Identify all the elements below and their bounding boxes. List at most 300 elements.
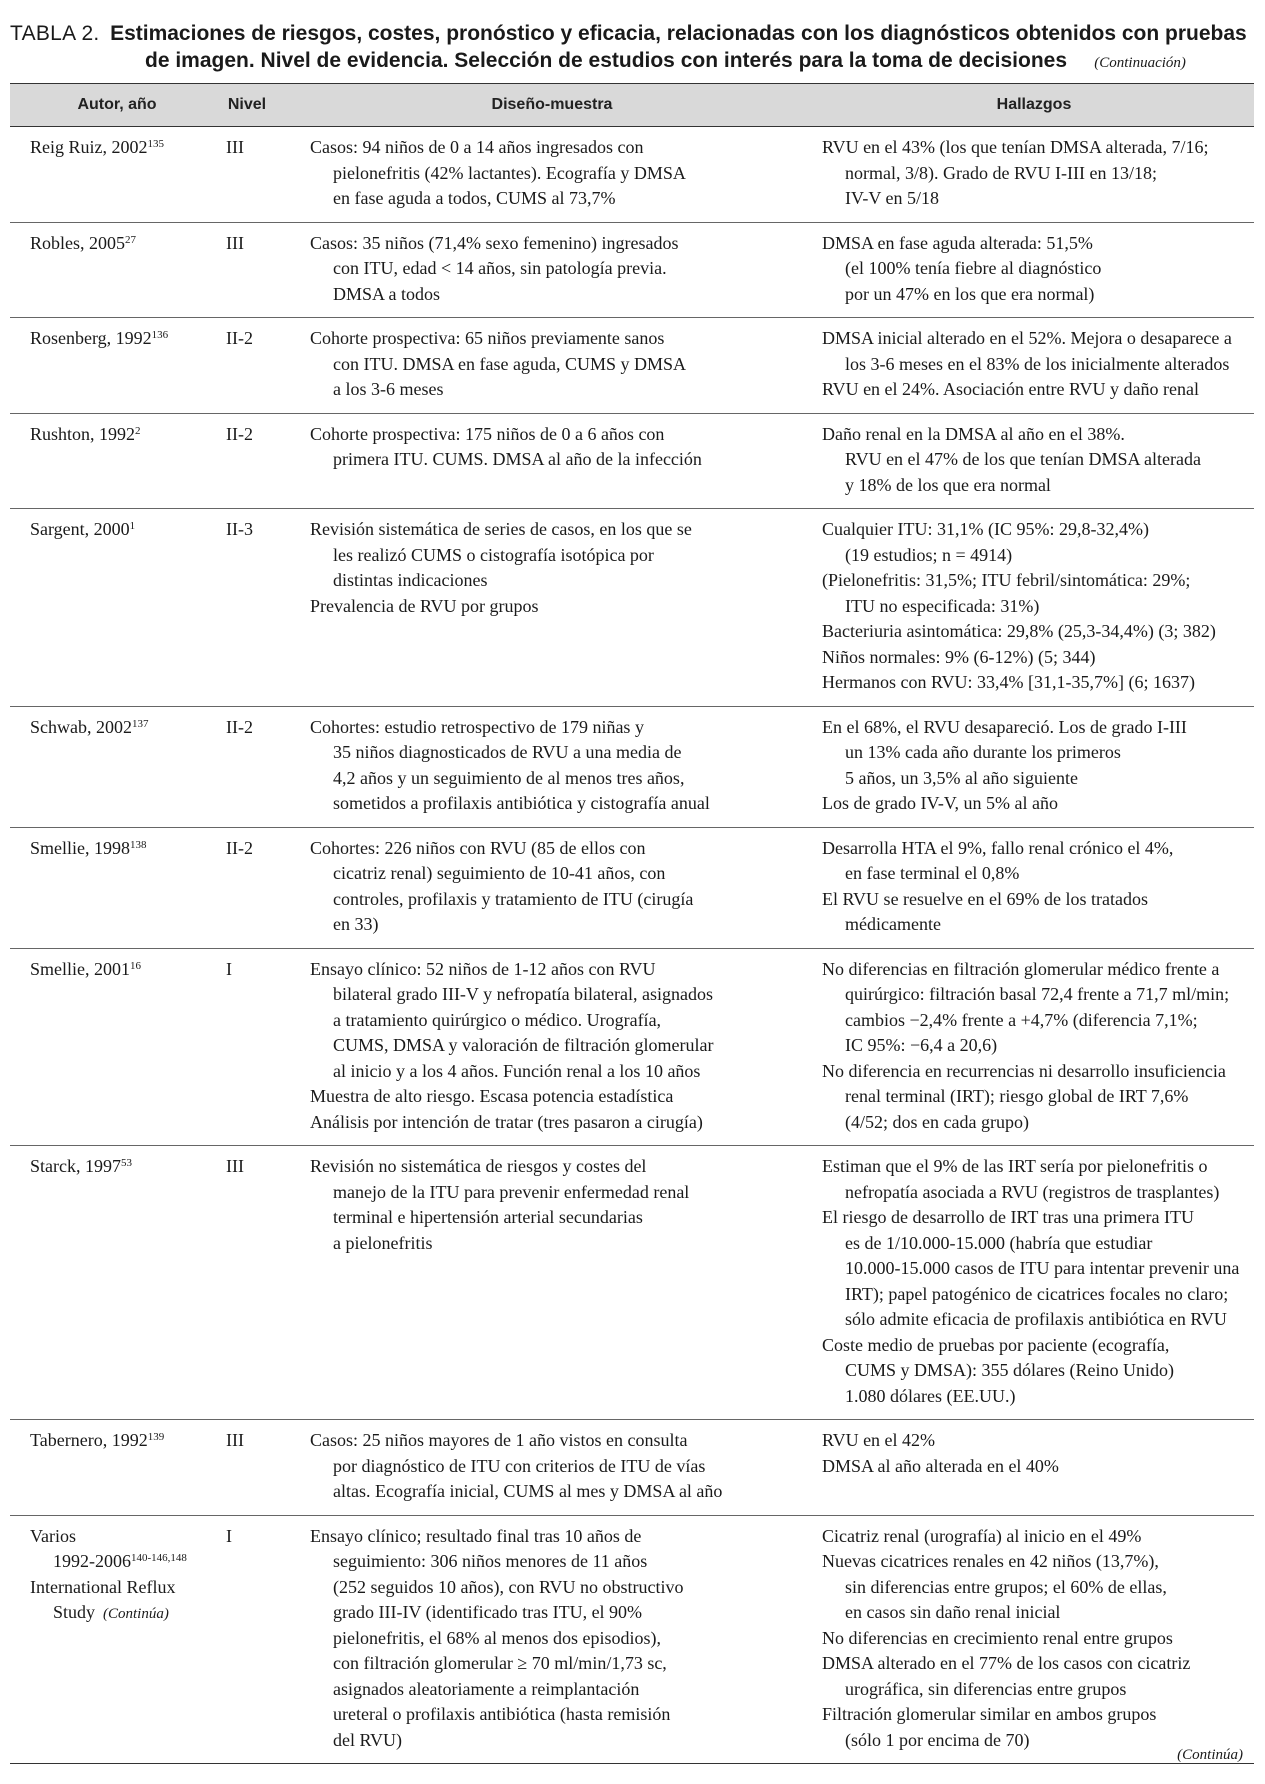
cell-hallazgos: [802, 948, 1254, 1146]
cell-line-text: No diferencias en crecimiento renal entre grupos: [822, 1627, 1173, 1648]
cell-nivel: III: [212, 1420, 290, 1516]
cell-line: [822, 1454, 1246, 1480]
table-row: [10, 1146, 1254, 1420]
reference-superscript: 16: [130, 959, 141, 972]
cell-line: [822, 422, 1246, 448]
cell-line: [822, 543, 1246, 569]
cell-line-text: DMSA inicial alterado en el 52%. Mejora o desaparece a: [822, 328, 1232, 348]
cell-line-text: a tratamiento quirúrgico o médico. Urografía,: [333, 1009, 662, 1030]
cell-line-text: en 33): [333, 914, 379, 934]
cell-line: [822, 1059, 1246, 1085]
cell-line: [30, 517, 204, 543]
cell-line-text: CUMS y DMSA): 355 dólares (Reino Unido): [845, 1360, 1174, 1380]
table-body: [10, 127, 1254, 1764]
reference-superscript: 136: [151, 329, 169, 341]
cell-line-text: manejo de la ITU para prevenir enfermedad renal: [333, 1181, 690, 1202]
cell-line-text: sólo admite eficacia de profilaxis antibiótica en RVU: [845, 1309, 1227, 1329]
cell-line-text: renal terminal (IRT); riesgo global de IRT 7,6%: [845, 1086, 1189, 1106]
cell-line-text: RVU en el 24%. Asociación entre RVU y daño renal: [822, 379, 1200, 399]
cell-line: [310, 1524, 794, 1550]
cell-line: [310, 1180, 794, 1206]
cell-line-text: (252 seguidos 10 años), con RVU no obstructivo: [333, 1576, 684, 1597]
cell-diseno: [290, 222, 802, 318]
cell-line-text: En el 68%, el RVU desapareció. Los de grado I-III: [822, 716, 1187, 737]
cell-hallazgos: [802, 706, 1254, 827]
cell-nivel: II-2: [212, 413, 290, 509]
cell-line-text: Desarrolla HTA el 9%, fallo renal crónico el 4%,: [822, 837, 1174, 858]
reference-superscript: 135: [147, 138, 164, 150]
cell-diseno: [290, 509, 802, 707]
cell-hallazgos: [802, 1146, 1254, 1420]
cell-line-text: Cohortes: 226 niños con RVU (85 de ellos con: [310, 837, 646, 858]
cell-line-text: (4/52; dos en cada grupo): [845, 1111, 1029, 1132]
cell-line-text: con ITU, edad < 14 años, sin patología previa.: [333, 258, 667, 278]
cell-line: [822, 1333, 1246, 1359]
cell-line: [310, 447, 794, 473]
cell-line: [822, 715, 1246, 741]
cell-line: [30, 326, 204, 352]
cell-line: [310, 1231, 794, 1257]
cell-line: [310, 1702, 794, 1728]
cell-line: [310, 1651, 794, 1677]
cell-line-text: Revisión no sistemática de riesgos y costes del: [310, 1156, 647, 1176]
cell-line-text: seguimiento: 306 niños menores de 11 años: [333, 1551, 648, 1571]
cell-line-text: Niños normales: 9% (6-12%) (5; 344): [822, 646, 1096, 667]
cell-line: [822, 377, 1246, 403]
table-row: [10, 318, 1254, 414]
cell-line-text: Smellie, 2001: [30, 958, 130, 979]
cell-line: [822, 645, 1246, 671]
header-nivel: Nivel: [212, 84, 290, 127]
cell-line-text: 10.000-15.000 casos de ITU para intentar prevenir una: [845, 1258, 1240, 1278]
cell-line-text: Análisis por intención de tratar (tres pasaron a cirugía): [310, 1111, 703, 1132]
cell-nivel: I: [212, 948, 290, 1146]
cell-autor: [10, 1146, 212, 1420]
evidence-table-container: [10, 83, 1254, 1764]
cell-autor: [10, 413, 212, 509]
cell-line-text: en fase aguda a todos, CUMS al 73,7%: [333, 188, 616, 208]
cell-line-text: Filtración glomerular similar en ambos grupos: [822, 1704, 1157, 1724]
cell-nivel: II-2: [212, 318, 290, 414]
cell-line: [822, 1600, 1246, 1626]
cell-line: [30, 1600, 204, 1628]
cell-line: [822, 1110, 1246, 1136]
cell-line-text: Cicatriz renal (urografía) al inicio en el 49%: [822, 1525, 1142, 1546]
cell-line: [822, 670, 1246, 696]
cell-hallazgos: [802, 1420, 1254, 1516]
cell-line-text: Hermanos con RVU: 33,4% [31,1-35,7%] (6; 1637): [822, 672, 1195, 692]
cell-line: [822, 473, 1246, 499]
cell-line-text: 1.080 dólares (EE.UU.): [845, 1385, 1016, 1406]
cell-line-text: Coste medio de pruebas por paciente (ecografía,: [822, 1334, 1170, 1355]
cell-line: [310, 957, 794, 983]
cell-line-text: Bacteriuria asintomática: 29,8% (25,3-34,4%) (3; 382): [822, 621, 1216, 641]
cell-line: [310, 256, 794, 282]
table-caption: [10, 20, 1250, 77]
cell-autor: [10, 222, 212, 318]
cell-line-text: Prevalencia de RVU por grupos: [310, 595, 539, 616]
cell-line: [310, 982, 794, 1008]
cell-line-text: Schwab, 2002: [30, 716, 132, 737]
cell-line-text: al inicio y a los 4 años. Función renal a los 10 años: [333, 1060, 701, 1081]
cell-hallazgos: [802, 222, 1254, 318]
cell-line: [310, 1008, 794, 1034]
table-header: [10, 84, 1254, 127]
cell-line: [822, 1154, 1246, 1180]
cell-hallazgos: [802, 827, 1254, 948]
cell-line: [310, 1110, 794, 1136]
cell-line-text: No diferencias en filtración glomerular médico frente a: [822, 958, 1220, 979]
reference-superscript: 53: [120, 1157, 132, 1169]
cell-line: [30, 231, 204, 257]
cell-line: [30, 135, 204, 161]
cell-autor: [10, 706, 212, 827]
cell-autor: [10, 1515, 212, 1764]
cell-line-text: bilateral grado III-V y nefropatía bilateral, asignados: [333, 984, 714, 1004]
table-row: [10, 127, 1254, 223]
reference-superscript: 138: [130, 838, 147, 851]
cell-line-text: terminal e hipertensión arterial secundarias: [333, 1207, 643, 1227]
cell-line: [310, 161, 794, 187]
reference-superscript: 139: [147, 1431, 165, 1443]
cell-line: [822, 619, 1246, 645]
cell-line-text: IV-V en 5/18: [845, 188, 939, 208]
cell-diseno: [290, 706, 802, 827]
cell-line: [310, 282, 794, 308]
cell-line: [310, 1454, 794, 1480]
cell-line-text: en fase terminal el 0,8%: [845, 863, 1020, 883]
cell-line: [822, 352, 1246, 378]
cell-line-text: (19 estudios; n = 4914): [845, 544, 1013, 565]
cell-line-text: International Reflux: [30, 1576, 176, 1597]
table-row: [10, 948, 1254, 1146]
cell-line-text: controles, profilaxis y tratamiento de ITU (cirugía: [333, 888, 694, 909]
cell-line: [310, 1600, 794, 1626]
cell-line-text: Varios: [30, 1525, 76, 1546]
cell-nivel: III: [212, 222, 290, 318]
cell-line-text: Starck, 1997: [30, 1156, 121, 1176]
cell-line-text: médicamente: [845, 914, 941, 934]
table-title-line-1: Estimaciones de riesgos, costes, pronóstico y eficacia, relacionadas con los diagnósticos obtenidos con pruebas: [110, 22, 1247, 45]
table-label: TABLA 2.: [10, 22, 100, 45]
cell-line: [310, 791, 794, 817]
cell-line-text: IC 95%: −6,4 a 20,6): [845, 1035, 998, 1055]
cell-line-text: primera ITU. CUMS. DMSA al año de la infección: [333, 449, 702, 469]
cell-diseno: [290, 413, 802, 509]
cell-line: [822, 791, 1246, 817]
cell-line-text: nefropatía asociada a RVU (registros de trasplantes): [845, 1181, 1220, 1202]
cell-nivel: II-3: [212, 509, 290, 707]
cell-line: [30, 1428, 204, 1454]
cell-line-text: Sargent, 2000: [30, 519, 130, 539]
cell-line-text: en casos sin daño renal inicial: [845, 1602, 1061, 1622]
cell-line: [310, 231, 794, 257]
cell-line-text: IRT); papel patogénico de cicatrices focales no claro;: [845, 1283, 1229, 1304]
table-row: [10, 1515, 1254, 1764]
cell-nivel: II-2: [212, 827, 290, 948]
cell-autor: [10, 509, 212, 707]
cell-line-text: normal, 3/8). Grado de RVU I-III en 13/18;: [845, 162, 1157, 183]
cell-line: [822, 1702, 1246, 1728]
cell-line: [822, 1524, 1246, 1550]
cell-line-text: Estiman que el 9% de las IRT sería por pielonefritis o: [822, 1156, 1208, 1176]
cell-line-text: asignados aleatoriamente a reimplantación: [333, 1678, 640, 1699]
cell-line-text: con filtración glomerular ≥ 70 ml/min/1,73 sc,: [333, 1653, 667, 1673]
cell-line-text: los 3-6 meses en el 83% de los inicialmente alterados: [845, 353, 1230, 374]
cell-line: [822, 231, 1246, 257]
table-row: [10, 222, 1254, 318]
cell-line-text: sometidos a profilaxis antibiótica y cistografía anual: [333, 793, 710, 813]
cell-line: [310, 1575, 794, 1601]
cell-line-text: DMSA en fase aguda alterada: 51,5%: [822, 232, 1093, 253]
cell-line-text: del RVU): [333, 1729, 403, 1750]
cell-line-text: Tabernero, 1992: [30, 1430, 148, 1450]
cell-line: [822, 135, 1246, 161]
cell-line-text: 1992-2006: [53, 1551, 131, 1571]
cell-line: [310, 836, 794, 862]
cell-line-text: y 18% de los que era normal: [845, 474, 1051, 495]
cell-line-text: a los 3-6 meses: [333, 379, 444, 399]
cell-line-text: pielonefritis, el 68% al menos dos episodios),: [333, 1627, 661, 1648]
cell-line-text: DMSA alterado en el 77% de los casos con cicatriz: [822, 1653, 1191, 1673]
cell-autor: [10, 1420, 212, 1516]
cell-line-text: grado III-IV (identificado tras ITU, el 90%: [333, 1602, 643, 1622]
cell-line: [310, 766, 794, 792]
cell-line: [310, 912, 794, 938]
cell-line-text: 35 niños diagnosticados de RVU a una media de: [333, 742, 682, 762]
table-row: [10, 413, 1254, 509]
cell-line-text: altas. Ecografía inicial, CUMS al mes y DMSA al año: [333, 1481, 723, 1501]
cell-line: [310, 715, 794, 741]
cell-line: [822, 887, 1246, 913]
cell-line-text: sin diferencias entre grupos; el 60% de ellas,: [845, 1576, 1167, 1597]
cell-line: [30, 1524, 204, 1550]
cell-line: [822, 1428, 1246, 1454]
cell-line-text: cambios −2,4% frente a +4,7% (diferencia 7,1%;: [845, 1009, 1198, 1030]
cell-line: [822, 1651, 1246, 1677]
cell-autor: [10, 127, 212, 223]
cell-line: [822, 447, 1246, 473]
cell-line: [822, 1575, 1246, 1601]
cell-line-text: Muestra de alto riesgo. Escasa potencia estadística: [310, 1086, 674, 1106]
cell-line-text: CUMS, DMSA y valoración de filtración glomerular: [333, 1035, 714, 1055]
cell-line-text: a pielonefritis: [333, 1232, 433, 1253]
cell-line: [822, 594, 1246, 620]
cell-line: [310, 422, 794, 448]
cell-line-text: Rosenberg, 1992: [30, 328, 152, 348]
cell-line-text: pielonefritis (42% lactantes). Ecografía y DMSA: [333, 162, 686, 183]
cell-line: [30, 1549, 204, 1575]
header-hallazgos: Hallazgos: [802, 84, 1254, 127]
cell-line-text: urográfica, sin diferencias entre grupos: [845, 1678, 1127, 1699]
cell-line-text: No diferencia en recurrencias ni desarrollo insuficiencia: [822, 1060, 1226, 1081]
cell-line-text: Cohorte prospectiva: 65 niños previamente sanos: [310, 328, 665, 348]
cell-line-text: quirúrgico: filtración basal 72,4 frente a 71,7 ml/min;: [845, 984, 1230, 1004]
cell-line-text: Ensayo clínico: 52 niños de 1-12 años con RVU: [310, 958, 656, 979]
cell-line: [310, 517, 794, 543]
cell-line-text: Smellie, 1998: [30, 837, 130, 858]
cell-line-text: cicatriz renal) seguimiento de 10-41 años, con: [333, 863, 666, 883]
cell-line: [822, 282, 1246, 308]
cell-line: [822, 1256, 1246, 1282]
cell-nivel: II-2: [212, 706, 290, 827]
cell-line-text: 4,2 años y un seguimiento de al menos tres años,: [333, 767, 685, 788]
cell-line: [822, 256, 1246, 282]
cell-line-text: Los de grado IV-V, un 5% al año: [822, 793, 1058, 813]
cell-line: [822, 1307, 1246, 1333]
reference-superscript: 140-146,148: [131, 1552, 187, 1564]
cell-line-text: por un 47% en los que era normal): [845, 283, 1095, 304]
cell-line-text: con ITU. DMSA en fase aguda, CUMS y DMSA: [333, 353, 686, 374]
cell-line: [310, 1479, 794, 1505]
cell-line-text: Ensayo clínico; resultado final tras 10 años de: [310, 1525, 642, 1546]
cell-line-text: Casos: 94 niños de 0 a 14 años ingresados con: [310, 137, 644, 157]
header-row: [10, 84, 1254, 127]
cell-line-text: (el 100% tenía fiebre al diagnóstico: [845, 258, 1102, 278]
cell-line: [310, 1205, 794, 1231]
cell-line: [30, 1575, 204, 1601]
reference-superscript: 2: [135, 424, 141, 437]
table-title-line-2: de imagen. Nivel de evidencia. Selección de estudios con interés para la toma de decisiones: [145, 49, 1068, 72]
cell-line: [822, 740, 1246, 766]
cell-line: [822, 1205, 1246, 1231]
cell-line: [310, 887, 794, 913]
cell-nivel: I: [212, 1515, 290, 1764]
cell-line-text: por diagnóstico de ITU con criterios de ITU de vías: [333, 1455, 706, 1476]
cell-hallazgos: [802, 413, 1254, 509]
cell-line-text: Revisión sistemática de series de casos, en los que se: [310, 519, 692, 539]
cell-line-text: 5 años, un 3,5% al año siguiente: [845, 767, 1078, 788]
header-autor: Autor, año: [10, 84, 212, 127]
cell-line-text: Daño renal en la DMSA al año en el 38%.: [822, 423, 1125, 444]
cell-line: [822, 982, 1246, 1008]
cell-line-text: Casos: 25 niños mayores de 1 año vistos en consulta: [310, 1430, 688, 1450]
cell-line: [822, 186, 1246, 212]
cell-line: [822, 326, 1246, 352]
table-row: [10, 1420, 1254, 1516]
cell-line: [822, 1084, 1246, 1110]
cell-line-text: Cualquier ITU: 31,1% (IC 95%: 29,8-32,4%): [822, 519, 1149, 539]
cell-line: [310, 594, 794, 620]
cell-nivel: III: [212, 127, 290, 223]
cell-autor: [10, 827, 212, 948]
cell-line-text: RVU en el 47% de los que tenían DMSA alterada: [845, 449, 1201, 469]
cell-line: [30, 957, 204, 983]
cell-line: [822, 861, 1246, 887]
cell-line: [30, 715, 204, 741]
cell-line: [310, 543, 794, 569]
cell-hallazgos: [802, 318, 1254, 414]
cell-line: [822, 836, 1246, 862]
cell-line: [822, 912, 1246, 938]
cell-line: [822, 1282, 1246, 1308]
cell-line: [310, 1154, 794, 1180]
cell-diseno: [290, 127, 802, 223]
cell-line-text: es de 1/10.000-15.000 (habría que estudiar: [845, 1232, 1153, 1253]
cell-autor: [10, 318, 212, 414]
cell-diseno: [290, 827, 802, 948]
cell-line: [822, 1677, 1246, 1703]
cell-line-text: ureteral o profilaxis antibiótica (hasta remisión: [333, 1704, 671, 1724]
cell-line-text: RVU en el 43% (los que tenían DMSA alterada, 7/16;: [822, 137, 1209, 157]
cell-hallazgos: [802, 1515, 1254, 1764]
cell-line: [822, 1033, 1246, 1059]
cell-line-text: ITU no especificada: 31%): [845, 595, 1040, 616]
header-diseno: Diseño-muestra: [290, 84, 802, 127]
cell-line: [822, 568, 1246, 594]
cell-line-text: (sólo 1 por encima de 70): [845, 1729, 1030, 1750]
continuation-note: (Continuación): [1094, 55, 1186, 71]
reference-superscript: 137: [132, 717, 149, 730]
cell-nivel: III: [212, 1146, 290, 1420]
cell-line: [822, 161, 1246, 187]
cell-line: [310, 1084, 794, 1110]
cell-line-text: Rushton, 1992: [30, 423, 136, 444]
cell-line: [30, 422, 204, 448]
cell-line: [310, 1677, 794, 1703]
cell-line-text: DMSA al año alterada en el 40%: [822, 1455, 1059, 1476]
cell-line-text: Cohorte prospectiva: 175 niños de 0 a 6 años con: [310, 423, 665, 444]
cell-line: [822, 1549, 1246, 1575]
cell-line: [310, 1059, 794, 1085]
cell-diseno: [290, 1515, 802, 1764]
cell-line: [822, 957, 1246, 983]
cell-hallazgos: [802, 509, 1254, 707]
cell-line-text: Robles, 2005: [30, 232, 126, 253]
cell-line: [30, 836, 204, 862]
reference-superscript: 1: [129, 520, 136, 532]
cell-line: [310, 352, 794, 378]
cell-diseno: [290, 318, 802, 414]
cell-line-text: Study: [53, 1602, 96, 1622]
cell-line-text: RVU en el 42%: [822, 1430, 936, 1450]
cell-line: [822, 1231, 1246, 1257]
cell-line: [822, 1626, 1246, 1652]
cell-line: [310, 861, 794, 887]
cell-line: [310, 740, 794, 766]
cell-hallazgos: [802, 127, 1254, 223]
cell-autor: [10, 948, 212, 1146]
cell-line: [822, 1008, 1246, 1034]
cell-line-text: DMSA a todos: [333, 283, 441, 304]
cell-line: [310, 1428, 794, 1454]
table-row: [10, 706, 1254, 827]
table-row: [10, 509, 1254, 707]
cell-line: [822, 1384, 1246, 1410]
cell-line-text: El riesgo de desarrollo de IRT tras una primera ITU: [822, 1207, 1194, 1227]
cell-diseno: [290, 1420, 802, 1516]
cell-line-text: les realizó CUMS o cistografía isotópica por: [333, 544, 654, 565]
cell-line: [310, 568, 794, 594]
cell-line: [310, 377, 794, 403]
cell-line: [30, 1154, 204, 1180]
cell-line: [822, 1180, 1246, 1206]
cell-line: [310, 326, 794, 352]
cell-diseno: [290, 1146, 802, 1420]
cell-line-text: Casos: 35 niños (71,4% sexo femenino) ingresados: [310, 232, 679, 253]
evidence-table: [10, 83, 1254, 1764]
table-row: [10, 827, 1254, 948]
cell-line: [310, 1728, 794, 1754]
cell-line-text: (Pielonefritis: 31,5%; ITU febril/sintomática: 29%;: [822, 570, 1191, 590]
cell-line: [310, 135, 794, 161]
cell-diseno: [290, 948, 802, 1146]
cell-line: [310, 186, 794, 212]
cell-line: [310, 1626, 794, 1652]
cell-line: [822, 766, 1246, 792]
reference-superscript: 27: [125, 233, 137, 246]
cell-line-text: Nuevas cicatrices renales en 42 niños (13,7%),: [822, 1551, 1159, 1571]
